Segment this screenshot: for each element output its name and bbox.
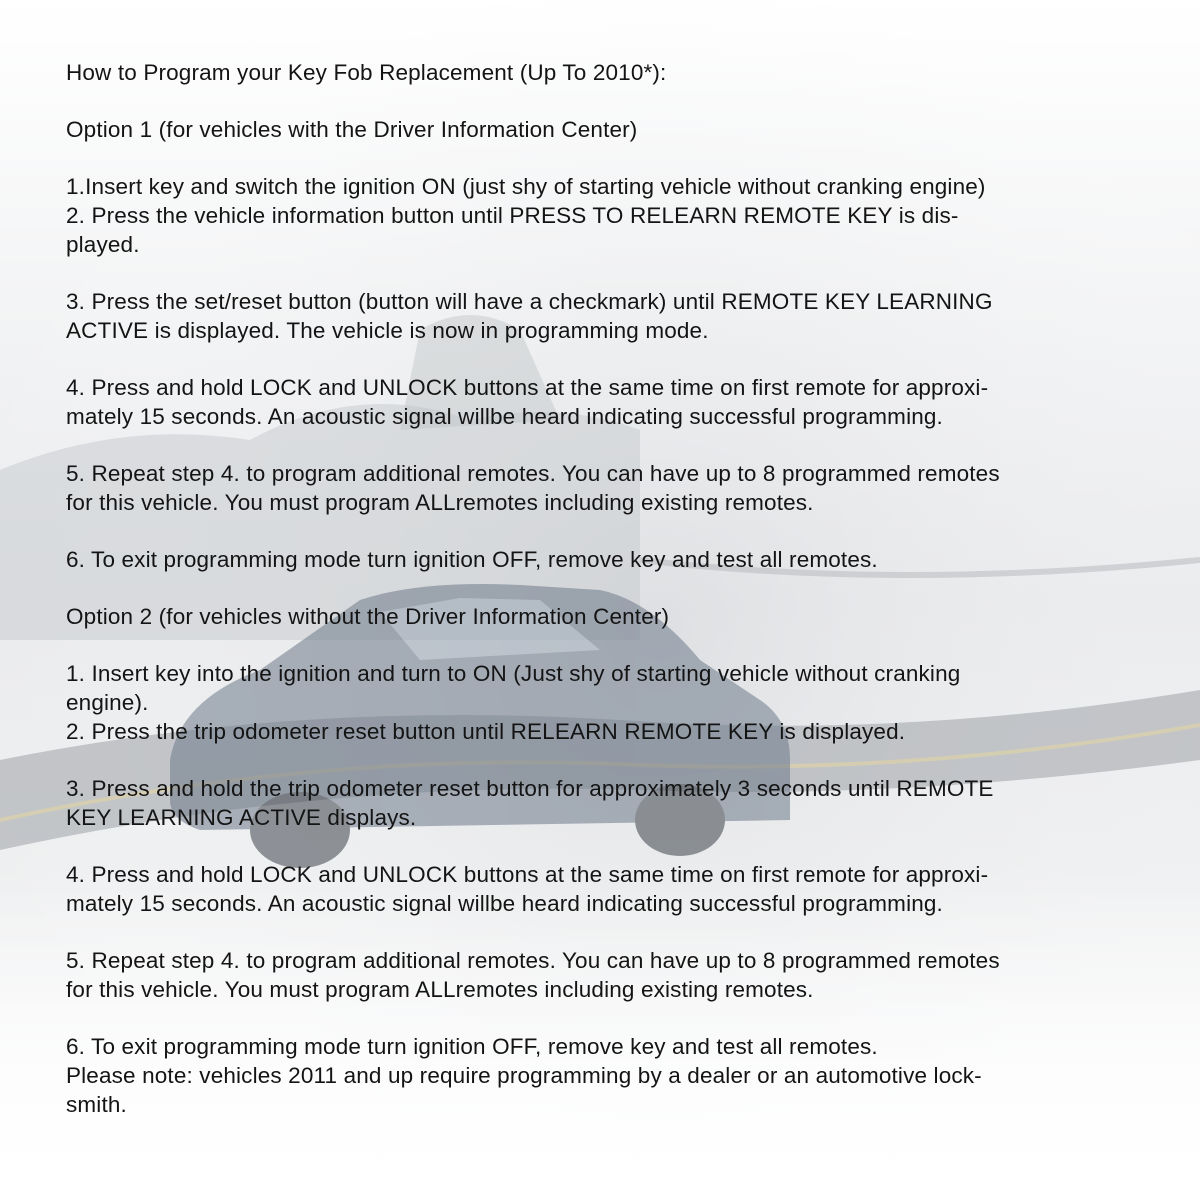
option1-step6: 6. To exit programming mode turn ignition OFF, remove key and test all remotes. [66, 547, 878, 572]
note-line1: Please note: vehicles 2011 and up require programming by a dealer or an automotive lock- [66, 1063, 982, 1088]
page-title: How to Program your Key Fob Replacement (Up To 2010*): [66, 60, 667, 85]
option1-step1: 1.Insert key and switch the ignition ON (just shy of starting vehicle without cranking engine) [66, 174, 986, 199]
option2-step2: 2. Press the trip odometer reset button until RELEARN REMOTE KEY is displayed. [66, 719, 906, 744]
option2-step5-line1: 5. Repeat step 4. to program additional remotes. You can have up to 8 programmed remotes [66, 948, 1000, 973]
option2-step5-line2: for this vehicle. You must program ALLremotes including existing remotes. [66, 977, 814, 1002]
option2-step1-line1: 1. Insert key into the ignition and turn to ON (Just shy of starting vehicle without cranking [66, 661, 961, 686]
option1-step5-line2: for this vehicle. You must program ALLremotes including existing remotes. [66, 490, 814, 515]
option1-heading: Option 1 (for vehicles with the Driver Information Center) [66, 117, 638, 142]
option1-step4-line2: mately 15 seconds. An acoustic signal willbe heard indicating successful programming. [66, 404, 943, 429]
option2-step3-line1: 3. Press and hold the trip odometer reset button for approximately 3 seconds until REMOTE [66, 776, 994, 801]
option1-step4-line1: 4. Press and hold LOCK and UNLOCK buttons at the same time on first remote for approxi- [66, 375, 989, 400]
option1-step3-line2: ACTIVE is displayed. The vehicle is now in programming mode. [66, 318, 709, 343]
option2-step1-line2: engine). [66, 690, 149, 715]
option1-step5-line1: 5. Repeat step 4. to program additional remotes. You can have up to 8 programmed remotes [66, 461, 1000, 486]
option1-step2-line1: 2. Press the vehicle information button until PRESS TO RELEARN REMOTE KEY is dis- [66, 203, 959, 228]
option2-step4-line1: 4. Press and hold LOCK and UNLOCK buttons at the same time on first remote for approxi- [66, 862, 989, 887]
option2-step3-line2: KEY LEARNING ACTIVE displays. [66, 805, 417, 830]
option2-step4-line2: mately 15 seconds. An acoustic signal willbe heard indicating successful programming. [66, 891, 943, 916]
option2-step6: 6. To exit programming mode turn ignition OFF, remove key and test all remotes. [66, 1034, 878, 1059]
instructions-text [66, 58, 1146, 1119]
option2-heading: Option 2 (for vehicles without the Driver Information Center) [66, 604, 670, 629]
note-line2: smith. [66, 1092, 127, 1117]
option1-step3-line1: 3. Press the set/reset button (button will have a checkmark) until REMOTE KEY LEARNING [66, 289, 993, 314]
option1-step2-line2: played. [66, 232, 140, 257]
